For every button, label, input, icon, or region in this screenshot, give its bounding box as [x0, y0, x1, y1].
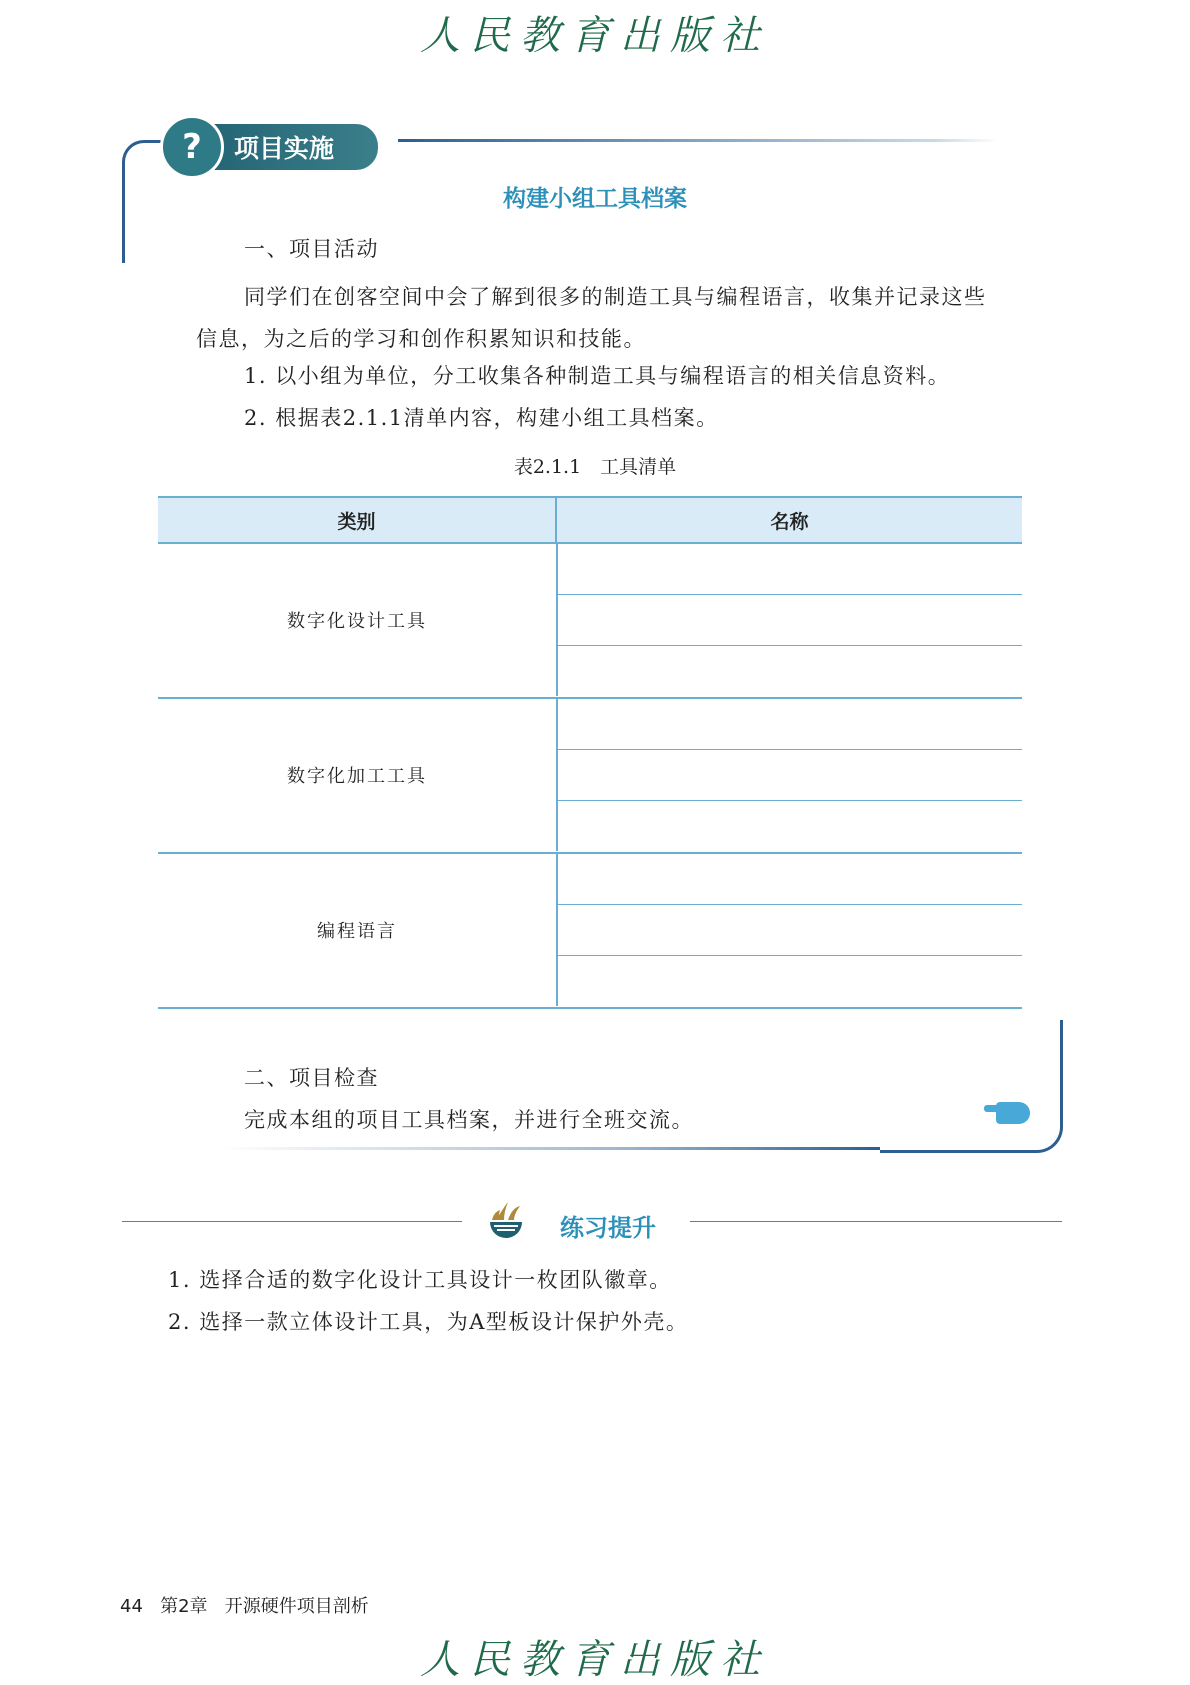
sunrise-icon: [486, 1200, 526, 1240]
table-caption: 表2.1.1 工具清单: [513, 456, 677, 478]
publisher-logo-top: 人民教育出版社: [420, 13, 770, 59]
tool-list-table: [158, 496, 1022, 1009]
table-group: [158, 854, 1022, 1009]
table-category-cell: 数字化加工工具: [158, 699, 558, 851]
table-name-cell[interactable]: [558, 595, 1022, 646]
page-number: 44: [120, 1596, 143, 1617]
table-name-cell[interactable]: [558, 750, 1022, 801]
section-badge-label: 项目实施: [234, 134, 335, 163]
table-group: [158, 544, 1022, 699]
section-frame-bottom-right: [880, 1020, 1063, 1153]
table-name-cell[interactable]: [558, 854, 1022, 905]
activity-item-1: 1. 以小组为单位，分工收集各种制造工具与编程语言的相关信息资料。: [244, 364, 951, 388]
table-name-cell[interactable]: [558, 956, 1022, 1007]
chapter-label: 第2章: [160, 1596, 208, 1617]
practice-title: 练习提升: [560, 1214, 656, 1242]
table-name-cell[interactable]: [558, 801, 1022, 852]
table-group: [158, 699, 1022, 854]
practice-item-1: 1. 选择合适的数字化设计工具设计一枚团队徽章。: [168, 1268, 672, 1292]
table-name-cell[interactable]: [558, 646, 1022, 697]
check-heading: 二、项目检查: [244, 1066, 379, 1090]
chapter-title: 开源硬件项目剖析: [224, 1596, 369, 1617]
table-name-cell[interactable]: [558, 905, 1022, 956]
section-badge: [168, 124, 378, 170]
section-header-line: [398, 139, 998, 142]
activity-intro: 同学们在创客空间中会了解到很多的制造工具与编程语言，收集并记录这些信息，为之后的学习和创作积累知识和技能。: [196, 285, 987, 351]
section-frame-bottom-line: [220, 1147, 880, 1150]
practice-item-2: 2. 选择一款立体设计工具，为A型板设计保护外壳。: [168, 1310, 689, 1334]
table-header-row: [158, 496, 1022, 544]
table-header-category: 类别: [158, 498, 557, 542]
activity-item-2: 2. 根据表2.1.1清单内容，构建小组工具档案。: [244, 406, 719, 430]
table-category-cell: 编程语言: [158, 854, 558, 1006]
practice-divider-right: [690, 1221, 1062, 1222]
check-text: 完成本组的项目工具档案，并进行全班交流。: [244, 1108, 694, 1132]
question-icon: ?: [160, 115, 224, 179]
page-footer: [120, 1592, 369, 1618]
table-category-cell: 数字化设计工具: [158, 544, 558, 696]
publisher-logo-bottom: 人民教育出版社: [420, 1637, 770, 1683]
table-name-cell[interactable]: [558, 699, 1022, 750]
table-header-name: 名称: [770, 510, 809, 533]
pointing-hand-icon: [996, 1102, 1030, 1124]
practice-divider-left: [122, 1221, 462, 1222]
activity-heading: 一、项目活动: [244, 237, 379, 261]
table-name-cell[interactable]: [558, 544, 1022, 595]
section-subtitle: 构建小组工具档案: [503, 186, 687, 212]
